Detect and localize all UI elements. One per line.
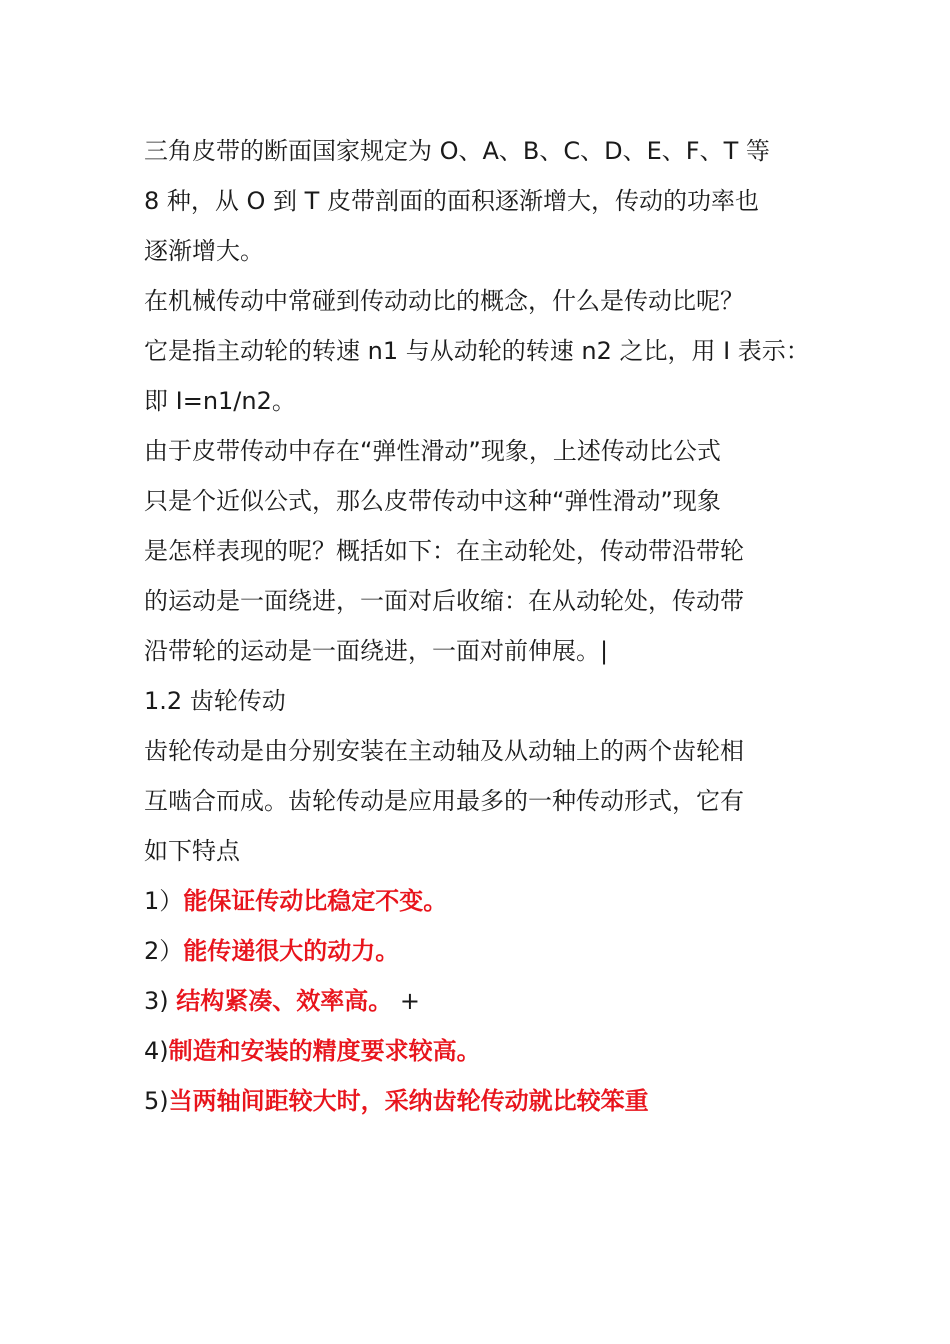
feature-number: 2） bbox=[144, 937, 184, 965]
text-line: 互啮合而成。齿轮传动是应用最多的一种传动形式，它有 bbox=[144, 787, 744, 815]
text-line: 三角皮带的断面国家规定为 O、A、B、C、D、E、F、T 等 bbox=[144, 137, 770, 165]
feature-item bbox=[144, 1026, 834, 1076]
feature-text: 能传递很大的动力。 bbox=[183, 937, 400, 965]
text-line: 它是指主动轮的转速 n1 与从动轮的转速 n2 之比，用 I 表示： bbox=[144, 337, 810, 365]
section-heading: 1.2 齿轮传动 bbox=[144, 687, 286, 715]
feature-item bbox=[144, 1076, 834, 1126]
text-line: 逐渐增大。 bbox=[144, 237, 264, 265]
feature-suffix: + bbox=[392, 987, 421, 1015]
feature-number: 4) bbox=[144, 1037, 169, 1065]
text-line: 齿轮传动是由分别安装在主动轴及从动轴上的两个齿轮相 bbox=[144, 737, 744, 765]
feature-text: 结构紧凑、效率高。 bbox=[176, 987, 393, 1015]
document-page bbox=[144, 126, 834, 1126]
feature-number: 5) bbox=[144, 1087, 169, 1115]
text-line: 即 I=n1/n2。 bbox=[144, 387, 296, 415]
paragraph-belt-sections bbox=[144, 126, 834, 276]
text-line: 是怎样表现的呢？概括如下：在主动轮处，传动带沿带轮 bbox=[144, 537, 744, 565]
feature-item bbox=[144, 876, 834, 926]
feature-text: 制造和安装的精度要求较高。 bbox=[168, 1037, 481, 1065]
feature-item bbox=[144, 976, 834, 1026]
text-line: 沿带轮的运动是一面绕进，一面对前伸展。| bbox=[144, 637, 609, 665]
text-line: 由于皮带传动中存在“弹性滑动”现象，上述传动比公式 bbox=[144, 437, 721, 465]
text-line: 如下特点 bbox=[144, 837, 240, 865]
paragraph-transmission-ratio bbox=[144, 276, 834, 426]
paragraph-elastic-sliding bbox=[144, 426, 834, 676]
feature-list bbox=[144, 876, 834, 1126]
feature-item bbox=[144, 926, 834, 976]
feature-text: 能保证传动比稳定不变。 bbox=[183, 887, 448, 915]
text-line: 的运动是一面绕进，一面对后收缩：在从动轮处，传动带 bbox=[144, 587, 744, 615]
text-line: 8 种，从 O 到 T 皮带剖面的面积逐渐增大，传动的功率也 bbox=[144, 187, 759, 215]
feature-number: 1） bbox=[144, 887, 184, 915]
paragraph-gear-transmission bbox=[144, 726, 834, 876]
text-line: 只是个近似公式，那么皮带传动中这种“弹性滑动”现象 bbox=[144, 487, 721, 515]
feature-number: 3) bbox=[144, 987, 177, 1015]
text-line: 在机械传动中常碰到传动动比的概念，什么是传动比呢？ bbox=[144, 287, 744, 315]
feature-text: 当两轴间距较大时，采纳齿轮传动就比较笨重 bbox=[168, 1087, 649, 1115]
